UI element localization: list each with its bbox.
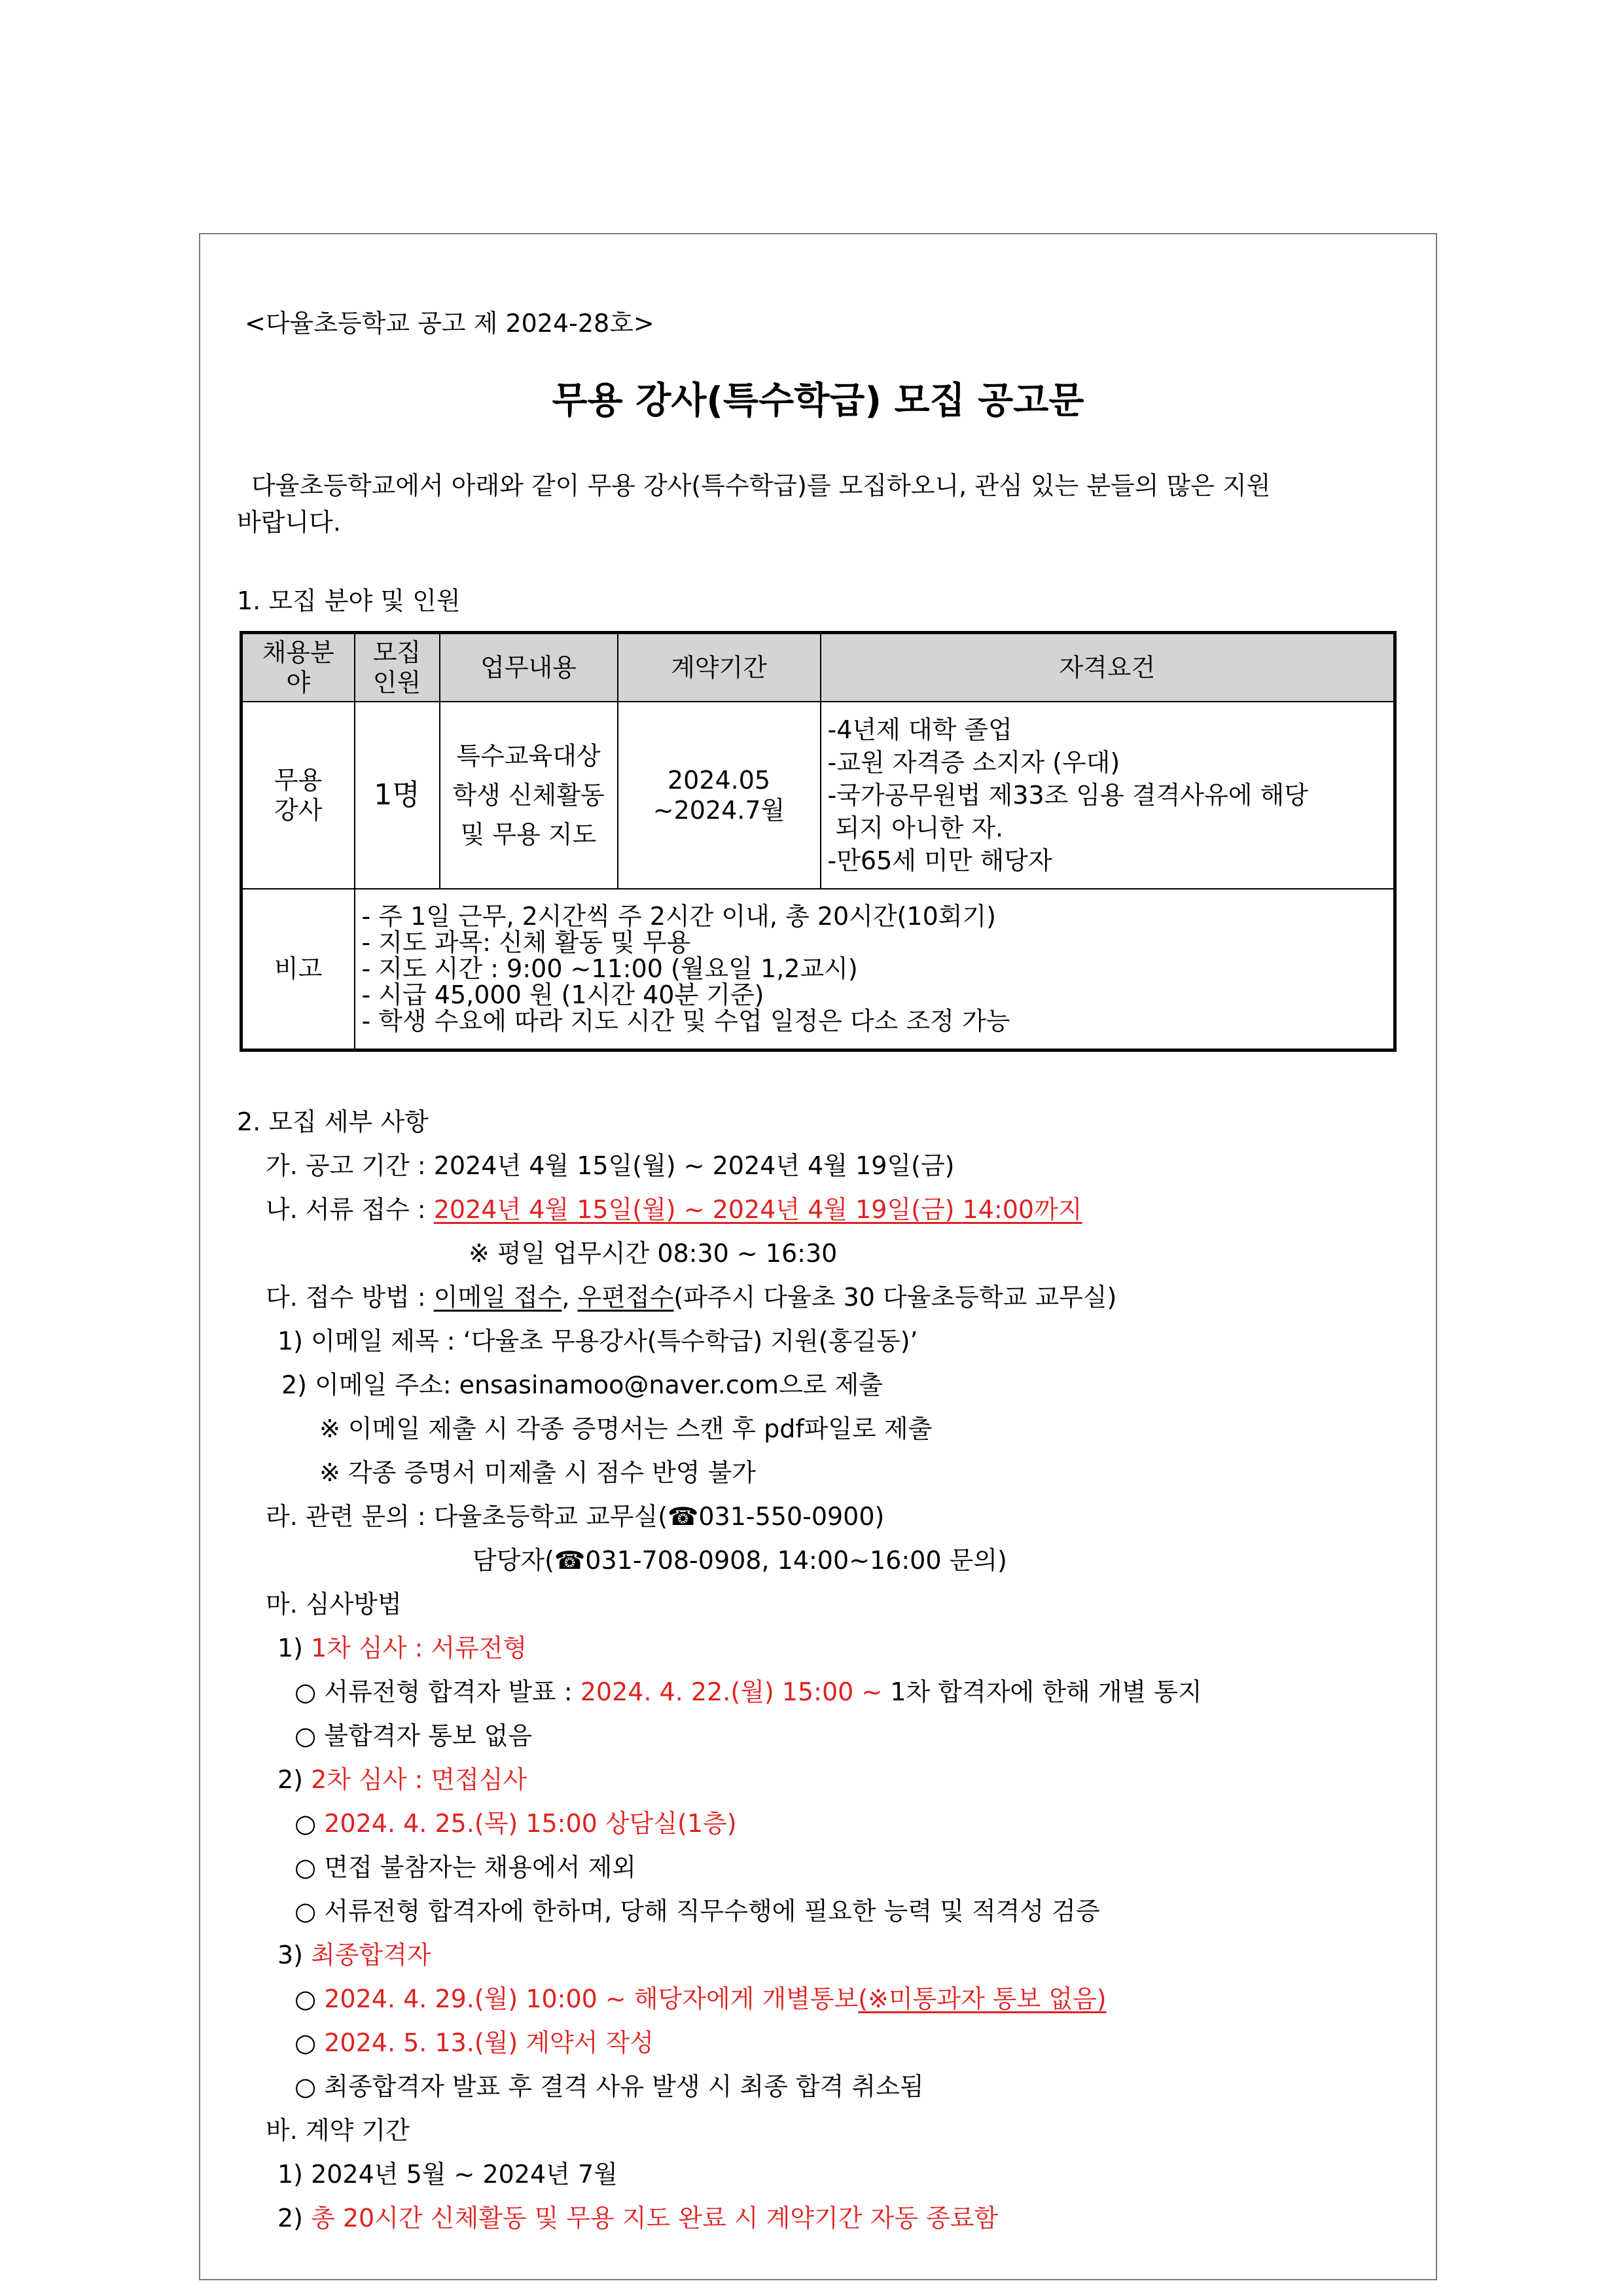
cell-qualifications: [821, 702, 1395, 889]
remarks-row: [241, 889, 1395, 1050]
qualification-item: -4년제 대학 졸업: [827, 715, 1012, 744]
header-count: 모집 인원: [355, 633, 440, 702]
remark-item: - 시급 45,000 원 (1시간 40분 기준): [361, 980, 764, 1010]
submission-method: 다. 접수 방법 : 이메일 접수, 우편접수(파주시 다율초 30 다율초등학교 교무실): [266, 1283, 1117, 1312]
recruitment-table: [240, 631, 1397, 1052]
remark-item: - 주 1일 근무, 2시간씩 주 2시간 이내, 총 20시간(10회기): [361, 902, 997, 931]
notice-number: <다율초등학교 공고 제 2024-28호>: [245, 309, 654, 338]
contact-office: 라. 관련 문의 : 다율초등학교 교무실(☎031-550-0900): [266, 1502, 885, 1531]
remark-item: - 지도 시간 : 9:00 ~11:00 (월요일 1,2교시): [361, 954, 858, 984]
remarks-list: [355, 889, 1395, 1050]
stage2-interview-date: ○ 2024. 4. 25.(목) 15:00 상담실(1층): [294, 1809, 737, 1838]
page-title: 무용 강사(특수학급) 모집 공고문: [552, 380, 1084, 422]
table-row: [241, 702, 1395, 889]
screening-stage-1: 1) 1차 심사 : 서류전형: [277, 1634, 527, 1662]
email-note-2: ※ 각종 증명서 미제출 시 점수 반영 불가: [319, 1458, 757, 1487]
cell-duties: 특수교육대상 학생 신체활동 및 무용 지도: [440, 702, 618, 889]
intro-line-2: 바랍니다.: [237, 508, 341, 537]
stage1-no-notice: ○ 불합격자 통보 없음: [294, 1721, 533, 1750]
contract-period: 1) 2024년 5월 ~ 2024년 7월: [277, 2160, 618, 2189]
contract-termination: 2) 총 20시간 신체활동 및 무용 지도 완료 시 계약기간 자동 종료함: [277, 2204, 999, 2233]
stage2-eligibility: ○ 서류전형 합격자에 한하며, 당해 직무수행에 필요한 능력 및 적격성 검증: [294, 1897, 1100, 1926]
email-address: 2) 이메일 주소: ensasinamoo@naver.com으로 제출: [281, 1371, 883, 1399]
header-field: 채용분 야: [241, 633, 355, 702]
qualification-item: -국가공무원법 제33조 임용 결격사유에 해당: [827, 781, 1308, 810]
cell-period: 2024.05 ~2024.7월: [618, 702, 821, 889]
email-note-1: ※ 이메일 제출 시 각종 증명서는 스캔 후 pdf파일로 제출: [319, 1414, 933, 1443]
cell-count: 1명: [355, 702, 440, 889]
method-email: 이메일 접수: [433, 1283, 562, 1312]
final-contract: ○ 2024. 5. 13.(월) 계약서 작성: [294, 2028, 654, 2057]
remark-item: - 학생 수요에 따라 지도 시간 및 수업 일정은 다소 조정 가능: [361, 1007, 1010, 1036]
remarks-label: 비고: [241, 889, 355, 1050]
qualification-item: -만65세 미만 해당자: [827, 846, 1052, 875]
header-qualifications: 자격요건: [821, 633, 1395, 702]
screening-stage-2: 2) 2차 심사 : 면접심사: [277, 1765, 527, 1794]
method-post: 우편접수: [577, 1283, 674, 1312]
email-subject: 1) 이메일 제목 : ‘다율초 무용강사(특수학급) 지원(홍길동)’: [277, 1327, 918, 1355]
stage2-absence-rule: ○ 면접 불참자는 채용에서 제외: [294, 1853, 636, 1882]
section2-heading: 2. 모집 세부 사항: [237, 1107, 429, 1136]
qualification-item: -교원 자격증 소지자 (우대): [827, 748, 1120, 777]
document-submission: 나. 서류 접수 : 2024년 4월 15일(월) ~ 2024년 4월 19일(금) 14:00까지: [266, 1195, 1082, 1224]
table-header-row: [241, 633, 1395, 702]
final-cancellation: ○ 최종합격자 발표 후 결격 사유 발생 시 최종 합격 취소됨: [294, 2072, 924, 2101]
screening-final: 3) 최종합격자: [277, 1941, 431, 1969]
final-notification: ○ 2024. 4. 29.(월) 10:00 ~ 해당자에게 개별통보(※미통과자 통보 없음): [294, 1984, 1107, 2013]
cell-field: 무용 강사: [241, 702, 355, 889]
section1-heading: 1. 모집 분야 및 인원: [237, 586, 461, 615]
submission-hours-note: ※ 평일 업무시간 08:30 ~ 16:30: [469, 1239, 838, 1268]
contract-heading: 바. 계약 기간: [266, 2116, 410, 2145]
remark-item: - 지도 과목: 신체 활동 및 무용: [361, 928, 691, 958]
qualification-item: 되지 아니한 자.: [827, 814, 1004, 842]
header-period: 계약기간: [618, 633, 821, 702]
submission-period: 2024년 4월 15일(월) ~ 2024년 4월 19일(금) 14:00까지: [433, 1195, 1082, 1224]
announce-period: 가. 공고 기간 : 2024년 4월 15일(월) ~ 2024년 4월 19일(금): [266, 1151, 955, 1180]
contact-person: 담당자(☎031-708-0908, 14:00~16:00 문의): [473, 1546, 1007, 1575]
intro-line-1: 다율초등학교에서 아래와 같이 무용 강사(특수학급)를 모집하오니, 관심 있는 분들의 많은 지원: [251, 471, 1271, 500]
header-duties: 업무내용: [440, 633, 618, 702]
stage1-announcement: ○ 서류전형 합격자 발표 : 2024. 4. 22.(월) 15:00 ~ 1차 합격자에 한해 개별 통지: [294, 1677, 1202, 1706]
screening-heading: 마. 심사방법: [266, 1590, 402, 1619]
